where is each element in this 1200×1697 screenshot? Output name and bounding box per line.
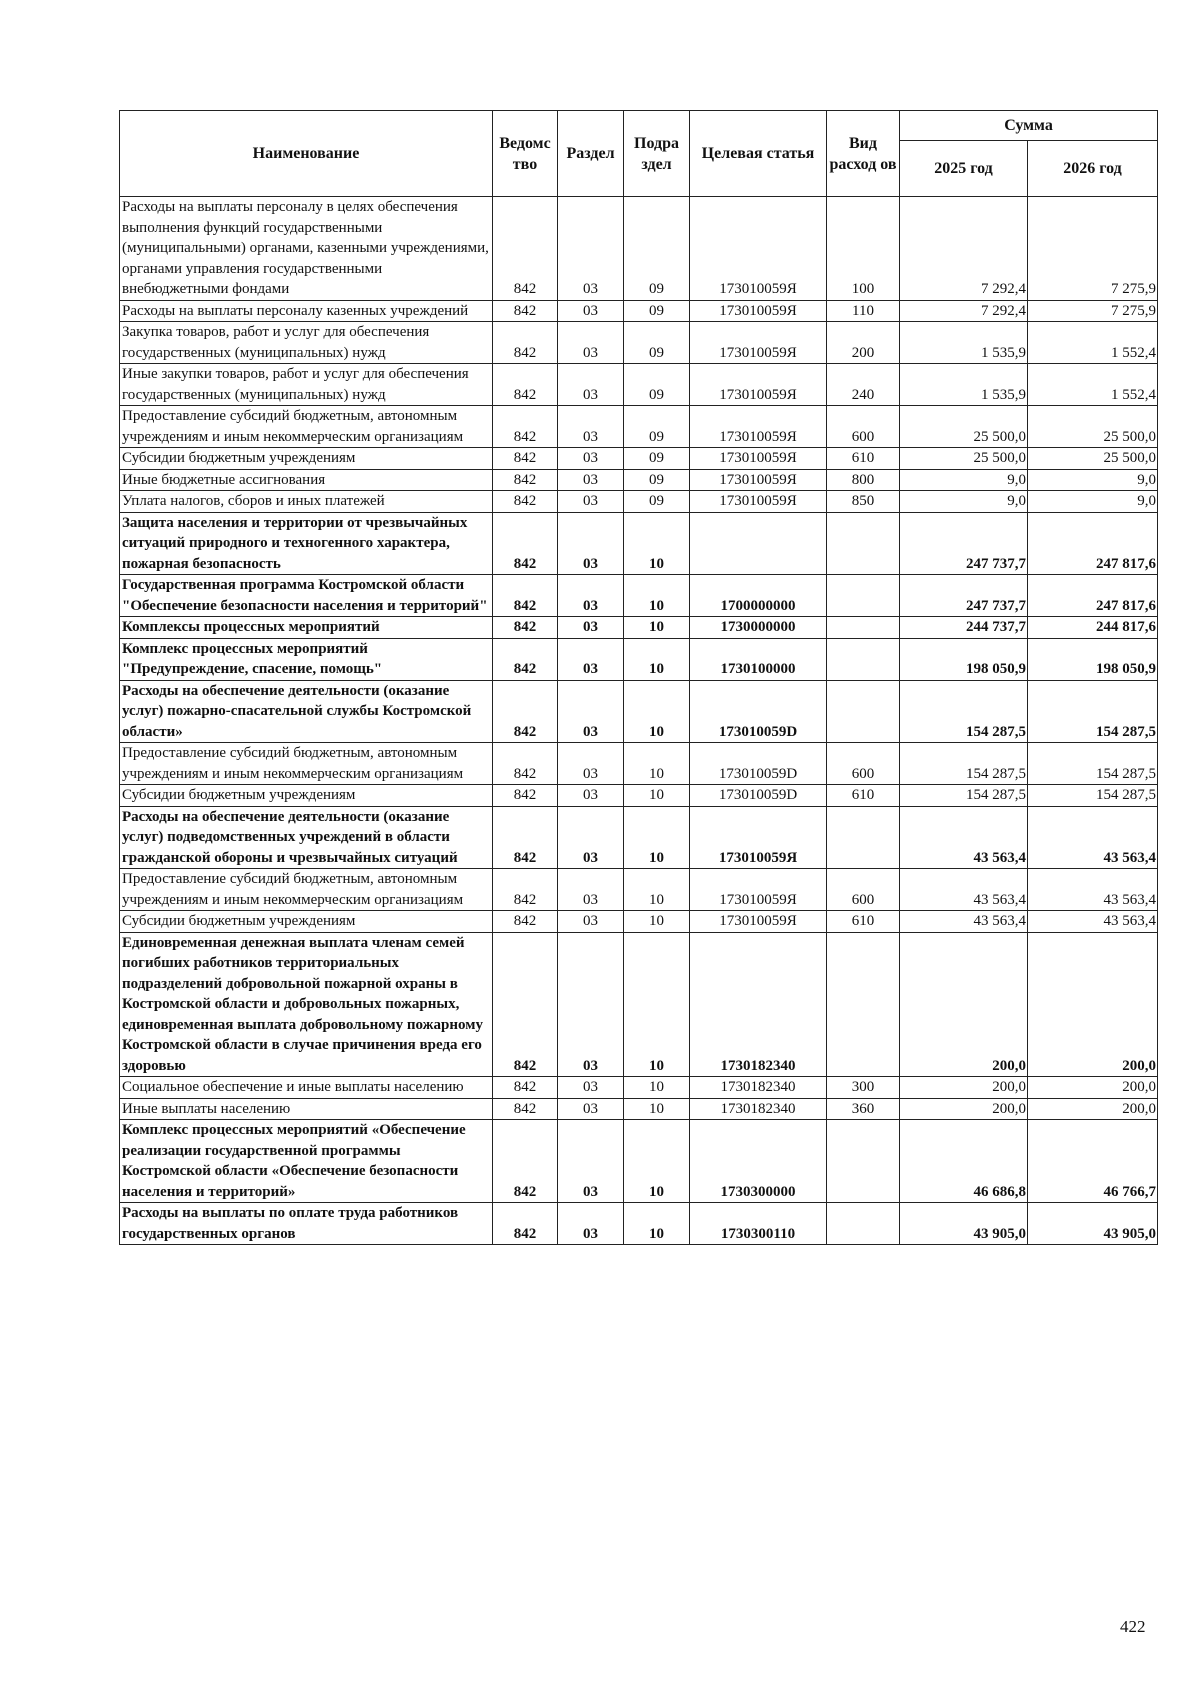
cell-sum-2025: 25 500,0	[900, 448, 1028, 470]
cell-target-article: 1730300110	[690, 1203, 827, 1245]
table-row	[120, 1203, 1158, 1245]
budget-table	[119, 110, 1158, 1245]
cell-sum-2026: 1 552,4	[1028, 322, 1158, 364]
cell-section: 03	[558, 448, 624, 470]
cell-department: 842	[493, 448, 558, 470]
cell-sum-2025: 154 287,5	[900, 680, 1028, 743]
cell-section: 03	[558, 869, 624, 911]
cell-name: Защита населения и территории от чрезвычайных ситуаций природного и техногенного характера, пожарная безопасность	[120, 512, 493, 575]
cell-expense-type	[827, 680, 900, 743]
cell-subsection: 10	[624, 512, 690, 575]
cell-department: 842	[493, 785, 558, 807]
cell-sum-2025: 1 535,9	[900, 322, 1028, 364]
cell-department: 842	[493, 512, 558, 575]
cell-target-article: 173010059Я	[690, 406, 827, 448]
cell-target-article	[690, 512, 827, 575]
cell-department: 842	[493, 806, 558, 869]
cell-sum-2026: 200,0	[1028, 1077, 1158, 1099]
cell-name: Расходы на выплаты персоналу казенных учреждений	[120, 300, 493, 322]
cell-expense-type	[827, 1120, 900, 1203]
cell-name: Расходы на обеспечение деятельности (оказание услуг) пожарно-спасательной службы Костромской области»	[120, 680, 493, 743]
cell-section: 03	[558, 1077, 624, 1099]
cell-expense-type: 610	[827, 448, 900, 470]
cell-department: 842	[493, 911, 558, 933]
cell-sum-2026: 7 275,9	[1028, 300, 1158, 322]
cell-section: 03	[558, 197, 624, 301]
cell-department: 842	[493, 406, 558, 448]
table-row	[120, 406, 1158, 448]
cell-department: 842	[493, 322, 558, 364]
cell-department: 842	[493, 575, 558, 617]
cell-subsection: 10	[624, 1077, 690, 1099]
cell-sum-2026: 25 500,0	[1028, 448, 1158, 470]
page-number: 422	[1120, 1617, 1146, 1636]
cell-target-article: 173010059Я	[690, 469, 827, 491]
cell-department: 842	[493, 743, 558, 785]
header-year-2026: 2026 год	[1028, 141, 1158, 197]
cell-department: 842	[493, 932, 558, 1077]
cell-section: 03	[558, 806, 624, 869]
cell-subsection: 09	[624, 364, 690, 406]
cell-subsection: 10	[624, 638, 690, 680]
cell-expense-type: 600	[827, 869, 900, 911]
cell-expense-type	[827, 932, 900, 1077]
cell-section: 03	[558, 1203, 624, 1245]
cell-sum-2025: 43 563,4	[900, 911, 1028, 933]
cell-expense-type	[827, 575, 900, 617]
cell-subsection: 10	[624, 617, 690, 639]
cell-sum-2026: 1 552,4	[1028, 364, 1158, 406]
cell-expense-type	[827, 1203, 900, 1245]
cell-sum-2026: 25 500,0	[1028, 406, 1158, 448]
header-expense-type: Вид расход ов	[827, 111, 900, 197]
cell-name: Предоставление субсидий бюджетным, автономным учреждениям и иным некоммерческим организациям	[120, 869, 493, 911]
cell-name: Предоставление субсидий бюджетным, автономным учреждениям и иным некоммерческим организациям	[120, 406, 493, 448]
cell-target-article: 1700000000	[690, 575, 827, 617]
cell-sum-2025: 247 737,7	[900, 575, 1028, 617]
table-row	[120, 680, 1158, 743]
table-row	[120, 869, 1158, 911]
cell-section: 03	[558, 322, 624, 364]
cell-section: 03	[558, 406, 624, 448]
cell-name: Иные бюджетные ассигнования	[120, 469, 493, 491]
cell-subsection: 09	[624, 469, 690, 491]
cell-sum-2026: 154 287,5	[1028, 743, 1158, 785]
cell-sum-2025: 46 686,8	[900, 1120, 1028, 1203]
cell-name: Закупка товаров, работ и услуг для обеспечения государственных (муниципальных) нужд	[120, 322, 493, 364]
cell-target-article: 1730100000	[690, 638, 827, 680]
cell-sum-2026: 43 563,4	[1028, 806, 1158, 869]
cell-subsection: 09	[624, 197, 690, 301]
cell-sum-2026: 43 563,4	[1028, 869, 1158, 911]
cell-expense-type: 300	[827, 1077, 900, 1099]
cell-section: 03	[558, 364, 624, 406]
table-body	[120, 197, 1158, 1245]
cell-expense-type: 850	[827, 491, 900, 513]
table-row	[120, 617, 1158, 639]
cell-expense-type: 600	[827, 406, 900, 448]
cell-section: 03	[558, 680, 624, 743]
table-row	[120, 197, 1158, 301]
cell-department: 842	[493, 680, 558, 743]
cell-department: 842	[493, 1077, 558, 1099]
cell-section: 03	[558, 300, 624, 322]
cell-department: 842	[493, 617, 558, 639]
cell-sum-2025: 200,0	[900, 932, 1028, 1077]
cell-sum-2025: 247 737,7	[900, 512, 1028, 575]
cell-expense-type: 610	[827, 785, 900, 807]
cell-subsection: 09	[624, 322, 690, 364]
cell-sum-2026: 247 817,6	[1028, 575, 1158, 617]
header-subsection: Подра здел	[624, 111, 690, 197]
cell-subsection: 09	[624, 406, 690, 448]
cell-name: Субсидии бюджетным учреждениям	[120, 911, 493, 933]
cell-name: Субсидии бюджетным учреждениям	[120, 448, 493, 470]
cell-target-article: 173010059Я	[690, 491, 827, 513]
cell-expense-type: 200	[827, 322, 900, 364]
table-row	[120, 322, 1158, 364]
cell-expense-type: 600	[827, 743, 900, 785]
header-department: Ведомс тво	[493, 111, 558, 197]
cell-subsection: 09	[624, 491, 690, 513]
cell-section: 03	[558, 617, 624, 639]
cell-sum-2026: 9,0	[1028, 491, 1158, 513]
cell-section: 03	[558, 638, 624, 680]
cell-target-article: 173010059D	[690, 785, 827, 807]
cell-target-article: 173010059Я	[690, 364, 827, 406]
cell-expense-type	[827, 512, 900, 575]
cell-sum-2025: 198 050,9	[900, 638, 1028, 680]
cell-department: 842	[493, 869, 558, 911]
cell-subsection: 10	[624, 785, 690, 807]
cell-target-article: 1730182340	[690, 1077, 827, 1099]
cell-section: 03	[558, 512, 624, 575]
cell-target-article: 173010059Я	[690, 911, 827, 933]
cell-name: Уплата налогов, сборов и иных платежей	[120, 491, 493, 513]
cell-sum-2025: 7 292,4	[900, 300, 1028, 322]
cell-name: Иные выплаты населению	[120, 1098, 493, 1120]
header-target-article: Целевая статья	[690, 111, 827, 197]
cell-sum-2026: 200,0	[1028, 1098, 1158, 1120]
table-row	[120, 806, 1158, 869]
header-section: Раздел	[558, 111, 624, 197]
cell-target-article: 173010059D	[690, 743, 827, 785]
cell-sum-2026: 198 050,9	[1028, 638, 1158, 680]
cell-sum-2025: 25 500,0	[900, 406, 1028, 448]
table-row	[120, 491, 1158, 513]
cell-sum-2025: 9,0	[900, 469, 1028, 491]
cell-section: 03	[558, 1098, 624, 1120]
cell-subsection: 10	[624, 869, 690, 911]
cell-department: 842	[493, 1098, 558, 1120]
cell-target-article: 173010059D	[690, 680, 827, 743]
cell-name: Комплекс процессных мероприятий "Предупреждение, спасение, помощь"	[120, 638, 493, 680]
cell-subsection: 10	[624, 743, 690, 785]
table-row	[120, 512, 1158, 575]
cell-department: 842	[493, 1120, 558, 1203]
cell-sum-2026: 46 766,7	[1028, 1120, 1158, 1203]
cell-section: 03	[558, 932, 624, 1077]
cell-department: 842	[493, 469, 558, 491]
cell-subsection: 10	[624, 680, 690, 743]
cell-subsection: 10	[624, 1098, 690, 1120]
table-row	[120, 469, 1158, 491]
table-row	[120, 743, 1158, 785]
cell-target-article: 173010059Я	[690, 197, 827, 301]
cell-department: 842	[493, 364, 558, 406]
cell-expense-type: 800	[827, 469, 900, 491]
cell-name: Социальное обеспечение и иные выплаты населению	[120, 1077, 493, 1099]
cell-name: Предоставление субсидий бюджетным, автономным учреждениям и иным некоммерческим организациям	[120, 743, 493, 785]
cell-target-article: 173010059Я	[690, 448, 827, 470]
table-row	[120, 932, 1158, 1077]
cell-sum-2026: 7 275,9	[1028, 197, 1158, 301]
cell-sum-2025: 154 287,5	[900, 785, 1028, 807]
table-row	[120, 785, 1158, 807]
cell-expense-type	[827, 638, 900, 680]
cell-target-article: 173010059Я	[690, 806, 827, 869]
cell-sum-2025: 1 535,9	[900, 364, 1028, 406]
header-name: Наименование	[120, 111, 493, 197]
table-row	[120, 364, 1158, 406]
cell-sum-2026: 9,0	[1028, 469, 1158, 491]
cell-sum-2026: 244 817,6	[1028, 617, 1158, 639]
table-row	[120, 448, 1158, 470]
cell-department: 842	[493, 638, 558, 680]
cell-sum-2025: 7 292,4	[900, 197, 1028, 301]
header-sum: Сумма	[900, 111, 1158, 141]
cell-expense-type	[827, 806, 900, 869]
cell-section: 03	[558, 1120, 624, 1203]
table-row	[120, 1098, 1158, 1120]
table-row	[120, 911, 1158, 933]
cell-expense-type: 610	[827, 911, 900, 933]
cell-name: Комплекс процессных мероприятий «Обеспечение реализации государственной программы Костромской области «Обеспечение безопасности населения и территорий»	[120, 1120, 493, 1203]
cell-sum-2025: 200,0	[900, 1098, 1028, 1120]
cell-name: Субсидии бюджетным учреждениям	[120, 785, 493, 807]
cell-subsection: 10	[624, 1120, 690, 1203]
cell-expense-type: 110	[827, 300, 900, 322]
cell-subsection: 10	[624, 806, 690, 869]
header-year-2025: 2025 год	[900, 141, 1028, 197]
cell-name: Комплексы процессных мероприятий	[120, 617, 493, 639]
cell-subsection: 10	[624, 1203, 690, 1245]
cell-department: 842	[493, 1203, 558, 1245]
cell-department: 842	[493, 197, 558, 301]
cell-name: Расходы на выплаты по оплате труда работников государственных органов	[120, 1203, 493, 1245]
cell-subsection: 10	[624, 575, 690, 617]
cell-name: Государственная программа Костромской области "Обеспечение безопасности населения и территорий"	[120, 575, 493, 617]
table-row	[120, 1120, 1158, 1203]
cell-sum-2026: 247 817,6	[1028, 512, 1158, 575]
cell-sum-2025: 43 563,4	[900, 869, 1028, 911]
cell-sum-2025: 9,0	[900, 491, 1028, 513]
cell-target-article: 1730300000	[690, 1120, 827, 1203]
cell-target-article: 173010059Я	[690, 869, 827, 911]
cell-sum-2026: 43 905,0	[1028, 1203, 1158, 1245]
cell-name: Расходы на обеспечение деятельности (оказание услуг) подведомственных учреждений в области гражданской обороны и чрезвычайных ситуаций	[120, 806, 493, 869]
cell-name: Иные закупки товаров, работ и услуг для обеспечения государственных (муниципальных) нужд	[120, 364, 493, 406]
cell-sum-2026: 43 563,4	[1028, 911, 1158, 933]
cell-sum-2025: 43 905,0	[900, 1203, 1028, 1245]
cell-subsection: 09	[624, 448, 690, 470]
cell-section: 03	[558, 491, 624, 513]
cell-section: 03	[558, 743, 624, 785]
cell-target-article: 173010059Я	[690, 300, 827, 322]
cell-section: 03	[558, 469, 624, 491]
cell-name: Расходы на выплаты персоналу в целях обеспечения выполнения функций государственными (муниципальными) органами, казенными учреждениями, органами управления государственными внебюджетными фондами	[120, 197, 493, 301]
table-row	[120, 575, 1158, 617]
cell-expense-type	[827, 617, 900, 639]
cell-name: Единовременная денежная выплата членам семей погибших работников территориальных подразделений добровольной пожарной охраны в Костромской области и добровольных пожарных, единовременная выплата добровольному пожарному Костромской области в случае причинения вреда его здоровью	[120, 932, 493, 1077]
cell-subsection: 10	[624, 932, 690, 1077]
cell-section: 03	[558, 575, 624, 617]
cell-expense-type: 240	[827, 364, 900, 406]
cell-department: 842	[493, 491, 558, 513]
cell-sum-2025: 244 737,7	[900, 617, 1028, 639]
cell-target-article: 173010059Я	[690, 322, 827, 364]
cell-sum-2025: 200,0	[900, 1077, 1028, 1099]
table-row	[120, 300, 1158, 322]
cell-sum-2026: 200,0	[1028, 932, 1158, 1077]
cell-department: 842	[493, 300, 558, 322]
cell-target-article: 1730000000	[690, 617, 827, 639]
table-row	[120, 638, 1158, 680]
cell-subsection: 10	[624, 911, 690, 933]
cell-sum-2026: 154 287,5	[1028, 680, 1158, 743]
cell-subsection: 09	[624, 300, 690, 322]
cell-section: 03	[558, 785, 624, 807]
cell-expense-type: 360	[827, 1098, 900, 1120]
cell-sum-2026: 154 287,5	[1028, 785, 1158, 807]
table-header	[120, 111, 1158, 197]
table-row	[120, 1077, 1158, 1099]
cell-target-article: 1730182340	[690, 932, 827, 1077]
cell-section: 03	[558, 911, 624, 933]
cell-target-article: 1730182340	[690, 1098, 827, 1120]
cell-expense-type: 100	[827, 197, 900, 301]
cell-sum-2025: 43 563,4	[900, 806, 1028, 869]
cell-sum-2025: 154 287,5	[900, 743, 1028, 785]
